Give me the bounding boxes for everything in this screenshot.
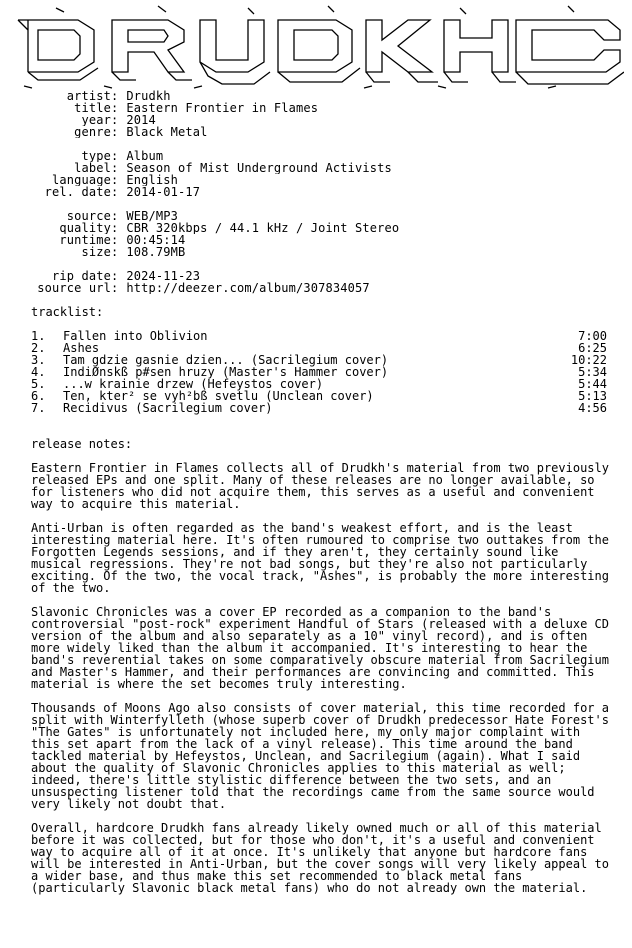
meta-label: genre — [74, 126, 111, 138]
meta-row — [8, 282, 624, 294]
meta-colon: : — [111, 162, 119, 174]
meta-colon: : — [111, 246, 119, 258]
track-duration: 7:00 — [578, 329, 607, 343]
spacer — [8, 258, 624, 270]
meta-value: 2024-11-23 — [126, 270, 201, 282]
meta-value: http://deezer.com/album/307834057 — [126, 282, 370, 294]
meta-value: Season of Mist Underground Activists — [126, 162, 392, 174]
track-number: 3. — [31, 353, 46, 367]
meta-row — [8, 186, 624, 198]
meta-colon: : — [111, 102, 119, 114]
tracklist-heading: tracklist: — [31, 305, 104, 319]
meta-value: Drudkh — [126, 90, 171, 102]
track-title: Recidivus (Sacrilegium cover) — [63, 401, 273, 415]
meta-label: type — [81, 150, 111, 162]
meta-value: Album — [126, 150, 164, 162]
meta-row — [8, 174, 624, 186]
release-note-paragraph: Slavonic Chronicles was a cover EP recorded as a companion to the band's controversial "post-rock" experiment Handful of Stars (released with a deluxe CD version of the album and also separately as a 10" vinyl record), and is often more widely liked than the album it accompanied. It's interesting to hear the band's reverential takes on some comparatively obscure material from Sacrilegium and Master's Hammer, and their performances are convincing and committed. This material is where the set becomes truly interesting. — [31, 605, 609, 691]
spacer — [8, 414, 624, 426]
release-note-paragraph: Anti-Urban is often regarded as the band's weakest effort, and is the least interesting material here. It's often rumoured to comprise two outtakes from the Forgotten Legends sessions, and if they aren't, they certainly sound like musical regressions. They're not bad songs, but they're also not particularly exciting. Of the two, the vocal track, "Ashes", is probably the more interesting of the two. — [31, 521, 609, 595]
track-number: 6. — [31, 389, 46, 403]
release-note-paragraph: Thousands of Moons Ago also consists of cover material, this time recorded for a split with Winterfylleth (whose superb cover of Drudkh predecessor Hate Forest's "The Gates" is unfortunately not included here, my only major complaint with this set apart from the lack of a vinyl release). This time around the band tackled material by Hefeystos, Unclean, and Sacrilegium (again). What I said about the quality of Slavonic Chronicles applies to this material as well; indeed, there's little stylistic difference between the two sets, and an unsuspecting listener told that the recordings came from the same source would very likely not doubt that. — [31, 701, 609, 811]
meta-label: label — [74, 162, 111, 174]
track-title: Ten, kter² se vyh²bß svetlu (Unclean cover) — [63, 389, 374, 403]
meta-colon: : — [111, 150, 119, 162]
track-title: Tam gdzie gasnie dzien... (Sacrilegium cover) — [63, 353, 389, 367]
meta-colon: : — [111, 90, 119, 102]
release-notes-heading: release notes: — [31, 437, 133, 451]
meta-row — [8, 246, 624, 258]
meta-label: source url — [37, 282, 111, 294]
spacer — [8, 138, 624, 150]
meta-value: Eastern Frontier in Flames — [126, 102, 319, 114]
meta-colon: : — [111, 234, 119, 246]
logo-art — [8, 0, 624, 90]
meta-colon: : — [111, 114, 119, 126]
meta-value: 2014-01-17 — [126, 186, 201, 198]
track-number: 7. — [31, 401, 46, 415]
metadata-block — [8, 90, 624, 294]
meta-row — [8, 162, 624, 174]
meta-row — [8, 90, 624, 102]
meta-label: quality — [59, 222, 111, 234]
meta-row — [8, 102, 624, 114]
meta-label: source — [66, 210, 111, 222]
meta-value: CBR 320kbps / 44.1 kHz / Joint Stereo — [126, 222, 400, 234]
meta-value: English — [126, 174, 178, 186]
meta-row — [8, 114, 624, 126]
track-duration: 6:25 — [578, 341, 607, 355]
track-number: 4. — [31, 365, 46, 379]
meta-colon: : — [111, 174, 119, 186]
track-number: 1. — [31, 329, 46, 343]
meta-colon: : — [111, 222, 119, 234]
track-duration: 5:13 — [578, 389, 607, 403]
nfo-document — [8, 0, 624, 906]
release-note-paragraph: Eastern Frontier in Flames collects all of Drudkh's material from two previously released EPs and one split. Many of these releases are no longer available, so for listeners who did not acquire them, this serves as a useful and convenient way to acquire this material. — [31, 461, 609, 511]
meta-row — [8, 210, 624, 222]
release-notes — [8, 462, 624, 894]
meta-row — [8, 234, 624, 246]
track-title: IndiØnskß p#sen hruzy (Master's Hammer cover) — [63, 365, 389, 379]
meta-label: rel. date — [44, 186, 111, 198]
track-title: Fallen into Oblivion — [63, 329, 208, 343]
meta-label: year — [81, 114, 111, 126]
track-number: 2. — [31, 341, 46, 355]
meta-row — [8, 150, 624, 162]
meta-colon: : — [111, 282, 119, 294]
meta-value: 108.79MB — [126, 246, 186, 258]
meta-colon: : — [111, 210, 119, 222]
meta-value: WEB/MP3 — [126, 210, 178, 222]
track-title: Ashes — [63, 341, 100, 355]
track-duration: 5:44 — [578, 377, 607, 391]
release-note-paragraph: Overall, hardcore Drudkh fans already likely owned much or all of this material before it was collected, but for those who don't, it's a useful and convenient way to acquire all of it at once. It's unlikely that anyone but hardcore fans will be interested in Anti-Urban, but the cover songs will very likely appeal to a wider base, and thus make this set recommended to black metal fans (particularly Slavonic black metal fans) who do not already own the material. — [31, 821, 609, 895]
meta-row — [8, 222, 624, 234]
track-title: ...w krainie drzew (Hefeystos cover) — [63, 377, 324, 391]
meta-label: rip date — [52, 270, 111, 282]
meta-label: title — [74, 102, 111, 114]
meta-colon: : — [111, 270, 119, 282]
track-duration: 5:34 — [578, 365, 607, 379]
meta-value: 2014 — [126, 114, 156, 126]
meta-value: Black Metal — [126, 126, 208, 138]
meta-row — [8, 126, 624, 138]
meta-label: artist — [66, 90, 111, 102]
track-row — [8, 330, 624, 342]
meta-colon: : — [111, 186, 119, 198]
meta-label: runtime — [59, 234, 111, 246]
spacer — [8, 198, 624, 210]
meta-row — [8, 270, 624, 282]
meta-value: 00:45:14 — [126, 234, 186, 246]
drudkh-logo — [8, 0, 624, 90]
track-number: 5. — [31, 377, 46, 391]
tracklist — [8, 330, 624, 414]
track-duration: 4:56 — [578, 401, 607, 415]
meta-label: size — [81, 246, 111, 258]
track-row — [8, 402, 624, 414]
meta-label: language — [52, 174, 111, 186]
track-duration: 10:22 — [570, 353, 607, 367]
meta-colon: : — [111, 126, 119, 138]
